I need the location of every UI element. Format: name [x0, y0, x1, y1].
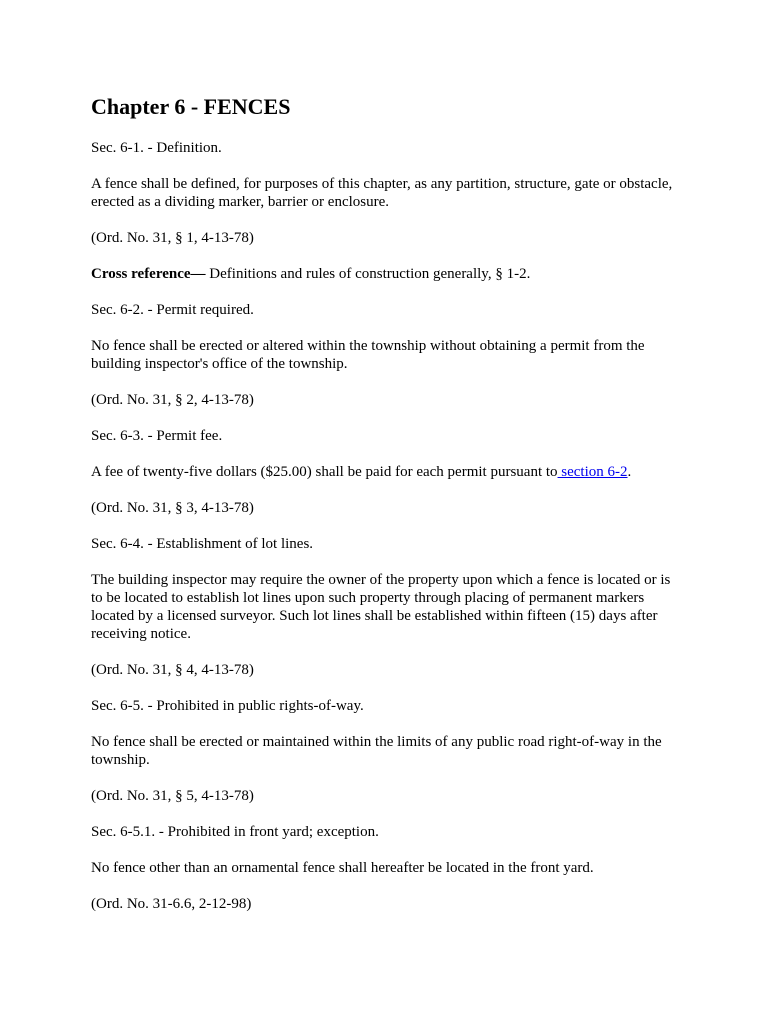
- sec-6-5-1-heading: Sec. 6-5.1. - Prohibited in front yard; exception.: [91, 824, 379, 840]
- sec-6-3-body: [91, 463, 681, 481]
- sec-6-3-body-text: A fee of twenty-five dollars ($25.00) shall be paid for each permit pursuant to: [91, 464, 558, 480]
- sec-6-2-body: No fence shall be erected or altered within the township without obtaining a permit from the building inspector's office of the township.: [91, 338, 645, 372]
- cross-reference-text: Definitions and rules of construction generally, § 1-2.: [205, 266, 531, 282]
- sec-6-3-heading: Sec. 6-3. - Permit fee.: [91, 428, 223, 444]
- sec-6-5-heading: Sec. 6-5. - Prohibited in public rights-of-way.: [91, 698, 364, 714]
- sec-6-5-history: (Ord. No. 31, § 5, 4-13-78): [91, 788, 254, 804]
- cross-reference-label: Cross reference—: [91, 266, 206, 282]
- sec-6-1-body: A fence shall be defined, for purposes of this chapter, as any partition, structure, gate or obstacle, erected as a dividing marker, barrier or enclosure.: [91, 176, 673, 210]
- sec-6-4-heading: Sec. 6-4. - Establishment of lot lines.: [91, 536, 314, 552]
- sec-6-1-cross-reference: [91, 265, 681, 283]
- chapter-title: Chapter 6 - FENCES: [91, 94, 291, 119]
- document-body: [91, 93, 681, 931]
- sec-6-2-history: (Ord. No. 31, § 2, 4-13-78): [91, 392, 254, 408]
- sec-6-5-1-history: (Ord. No. 31-6.6, 2-12-98): [91, 896, 252, 912]
- sec-6-3-body-end: .: [627, 464, 632, 480]
- sec-6-4-body: The building inspector may require the owner of the property upon which a fence is located or is to be located to establish lot lines upon such property through placing of permanent markers located by a licensed surveyor. Such lot lines shall be established within fifteen (15) days after receiving notice.: [91, 572, 671, 642]
- sec-6-4-history: (Ord. No. 31, § 4, 4-13-78): [91, 662, 254, 678]
- sec-6-1-history: (Ord. No. 31, § 1, 4-13-78): [91, 230, 254, 246]
- sec-6-1-heading: Sec. 6-1. - Definition.: [91, 140, 222, 156]
- sec-6-3-history: (Ord. No. 31, § 3, 4-13-78): [91, 500, 254, 516]
- sec-6-5-body: No fence shall be erected or maintained within the limits of any public road right-of-way in the township.: [91, 734, 662, 768]
- section-6-2-link[interactable]: section 6-2: [557, 464, 628, 480]
- sec-6-2-heading: Sec. 6-2. - Permit required.: [91, 302, 254, 318]
- sec-6-5-1-body: No fence other than an ornamental fence shall hereafter be located in the front yard.: [91, 860, 594, 876]
